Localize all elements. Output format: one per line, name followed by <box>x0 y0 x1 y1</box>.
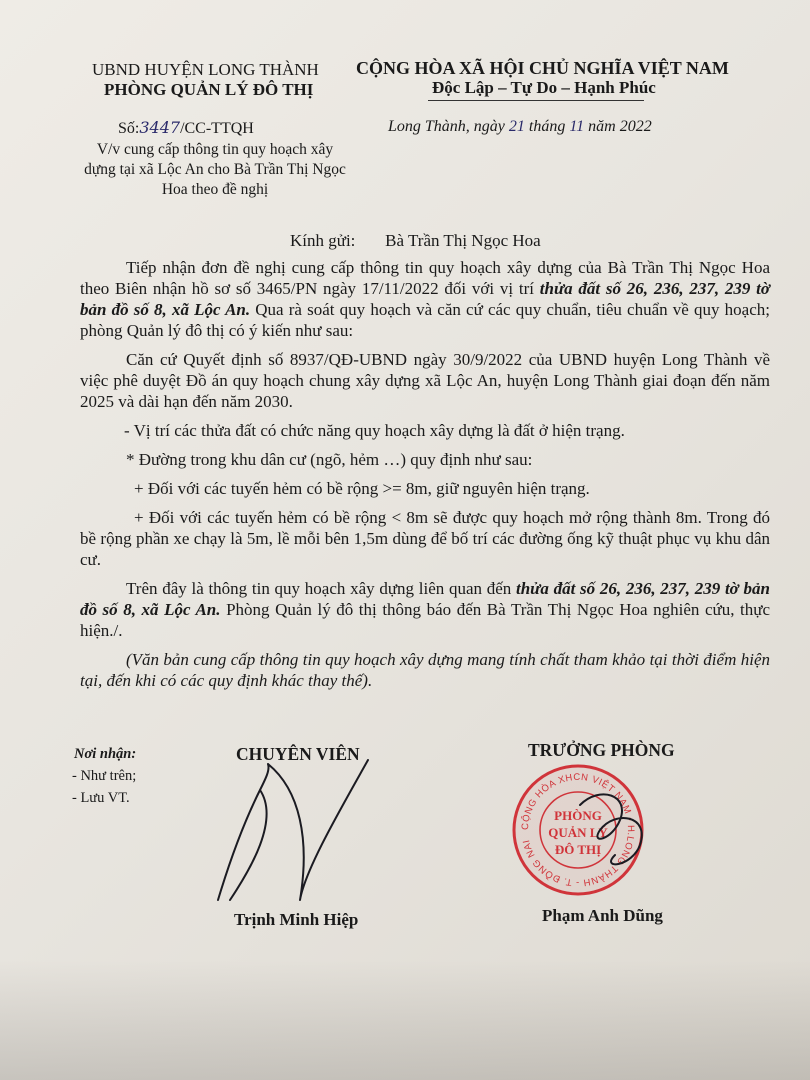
motto-underline <box>428 100 644 101</box>
date-prefix: Long Thành, ngày <box>388 118 509 135</box>
officer-signature <box>190 750 370 920</box>
date-suffix: năm 2022 <box>584 118 652 135</box>
salutation-name: Bà Trần Thị Ngọc Hoa <box>385 231 541 250</box>
org-name-line2: PHÒNG QUẢN LÝ ĐÔ THỊ <box>104 80 314 99</box>
disclaimer-note: (Văn bản cung cấp thông tin quy hoạch xây dựng mang tính chất tham khảo tại thời điểm hiện tại, đến khi có các quy định khác thay thế). <box>80 650 770 690</box>
doc-number-suffix: /CC-TTQH <box>180 120 254 137</box>
p3-text-a: Trên đây là thông tin quy hoạch xây dựng liên quan đến <box>126 579 516 598</box>
rule-wide-alleys: + Đối với các tuyến hẻm có bề rộng >= 8m, giữ nguyên hiện trạng. <box>134 479 590 498</box>
doc-number-prefix: Số: <box>118 120 140 137</box>
national-title: CỘNG HÒA XÃ HỘI CHỦ NGHĨA VIỆT NAM <box>356 58 729 78</box>
letter-body <box>80 230 770 699</box>
seal-center-line2: QUẢN LÝ <box>548 825 608 840</box>
org-name-line1: UBND HUYỆN LONG THÀNH <box>92 60 319 79</box>
date-mid: tháng <box>524 118 570 135</box>
paragraph-request <box>80 257 770 341</box>
document-number <box>118 118 254 138</box>
salutation <box>290 230 770 251</box>
p1-text-b: Qua rà soát quy hoạch và căn cứ các quy chuẩn, tiêu chuẩn về quy hoạch; phòng Quản lý đô thị có ý kiến như sau: <box>80 300 770 340</box>
recipient-item: - Như trên; <box>72 768 137 784</box>
national-motto: Độc Lập – Tự Do – Hạnh Phúc <box>432 78 656 97</box>
paragraph-legal-basis: Căn cứ Quyết định số 8937/QĐ-UBND ngày 30/9/2022 của UBND huyện Long Thành về việc phê duyệt Đồ án quy hoạch chung xây dựng xã Lộc An, huyện Long Thành giai đoạn đến năm 2025 và dài hạn đến năm 2030. <box>80 350 770 411</box>
paragraph-conclusion <box>80 578 770 641</box>
doc-number-handwritten: 3447 <box>139 118 181 137</box>
bullet-roads: * Đường trong khu dân cư (ngõ, hẻm …) quy định như sau: <box>126 450 533 469</box>
head-name: Phạm Anh Dũng <box>542 906 663 925</box>
p1-parcel-ref: thửa đất số 26, 236, 237, 239 tờ bản đồ số 8, xã Lộc An. <box>80 279 770 319</box>
date-month-handwritten: 11 <box>569 118 585 135</box>
head-title: TRƯỞNG PHÒNG <box>528 740 675 760</box>
rule-narrow-alleys: + Đối với các tuyến hẻm có bề rộng < 8m sẽ được quy hoạch mở rộng thành 8m. Trong đó bề rộng phần xe chạy là 5m, lề mỗi bên 1,5m dùng để bố trí các đường ống kỹ thuật phục vụ khu dân cư. <box>80 508 770 569</box>
seal-center-line3: ĐÔ THỊ <box>554 842 602 857</box>
head-signature <box>560 775 670 885</box>
photo-shadow <box>0 960 810 1080</box>
document-subject: V/v cung cấp thông tin quy hoạch xây dựng tại xã Lộc An cho Bà Trần Thị Ngọc Hoa theo đề nghị <box>84 141 346 198</box>
seal-ring-text: CỘNG HÒA XHCN VIỆT NAM • H.LONG THÀNH - T. ĐỒNG NAI <box>519 771 637 889</box>
seal-center-line1: PHÒNG <box>554 808 602 823</box>
recipient-item: - Lưu VT. <box>72 790 130 806</box>
date-day-handwritten: 21 <box>508 118 525 135</box>
officer-title: CHUYÊN VIÊN <box>236 744 360 764</box>
document-date <box>388 118 652 136</box>
salutation-label: Kính gửi: <box>290 231 356 250</box>
p3-parcel-ref: thửa đất số 26, 236, 237, 239 tờ bản đồ số 8, xã Lộc An. <box>80 579 770 619</box>
p3-text-b: Phòng Quản lý đô thị thông báo đến Bà Trần Thị Ngọc Hoa nghiên cứu, thực hiện./. <box>80 600 770 640</box>
officer-name: Trịnh Minh Hiệp <box>234 910 359 929</box>
recipients-heading: Nơi nhận: <box>74 746 137 762</box>
p1-text-a: Tiếp nhận đơn đề nghị cung cấp thông tin quy hoạch xây dựng của Bà Trần Thị Ngọc Hoa theo Biên nhận hồ sơ số 3465/PN ngày 17/11/2022 đối với vị trí <box>80 258 770 298</box>
bullet-land-use: - Vị trí các thửa đất có chức năng quy hoạch xây dựng là đất ở hiện trạng. <box>124 421 625 440</box>
